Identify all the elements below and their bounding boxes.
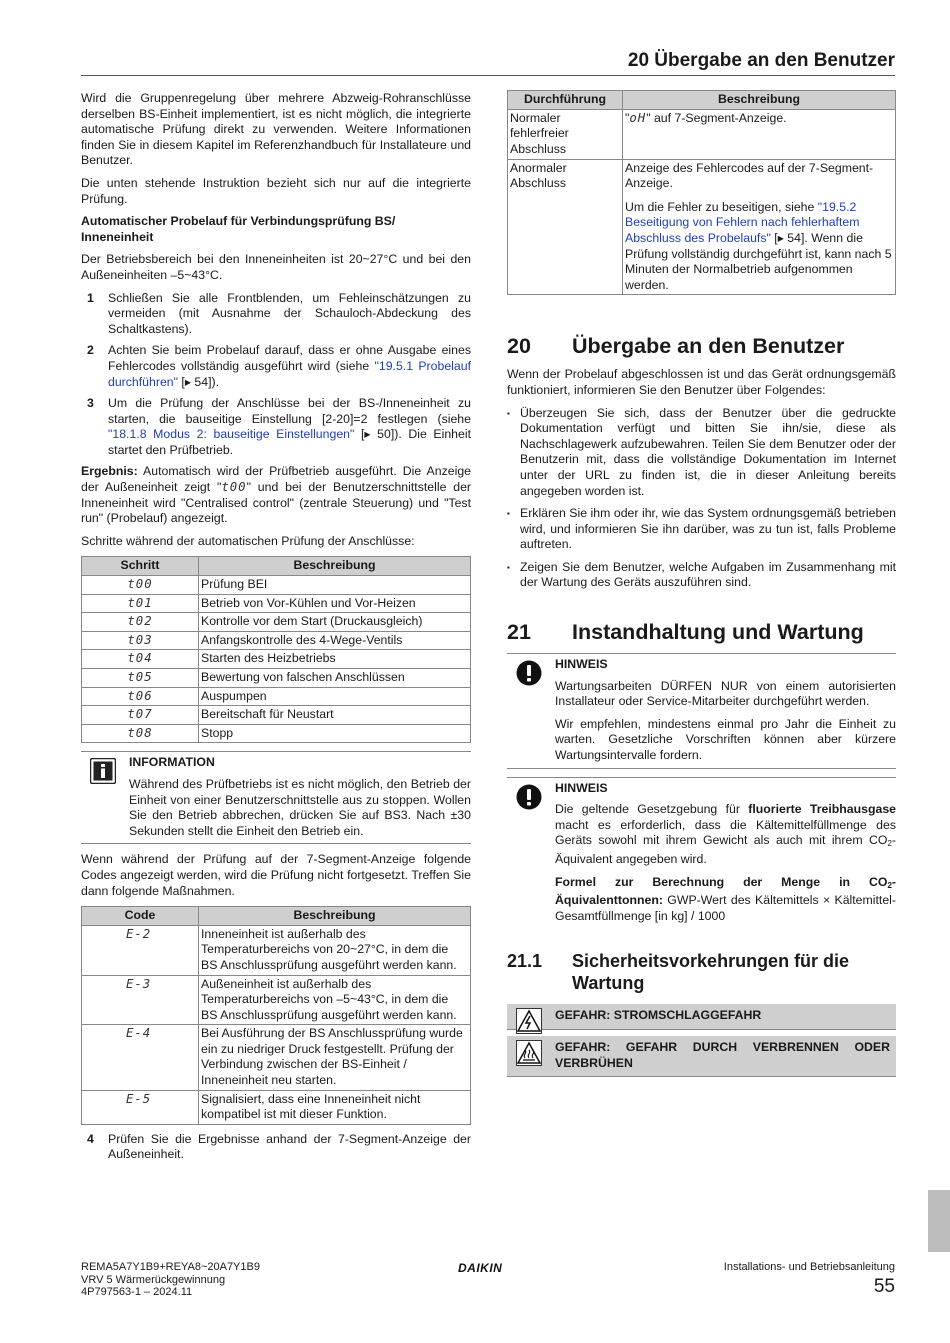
notice-text-2: Wir empfehlen, mindestens einmal pro Jahr die Einheit zu warten. Gesetzliche Vorschriften können aber kürzere Wartungsintervalle fordern. — [555, 716, 896, 763]
error-code: E-3 — [82, 975, 199, 1025]
steps-intro: Schritte während der automatischen Prüfung der Anschlüsse: — [81, 533, 415, 548]
intro-paragraph-1: Wird die Gruppenregelung über mehrere Abzweig-Rohranschlüsse derselben BS-Einheit implementiert, ist es nicht möglich, die integrierte automatische Prüfung direkt zu verwenden. Weitere Informationen finden Sie in diesem Kapitel im Referenzhandbuch für Installateure und Benutzer. — [81, 91, 471, 168]
notice-fgas-bold: fluorierte Treibhausgase — [748, 802, 896, 817]
result-desc-abnormal-p2-text: Um die Fehler zu beseitigen, siehe — [625, 199, 818, 214]
footer-left — [81, 1261, 260, 1299]
segment-code-ok: oH — [629, 110, 647, 125]
information-text: Während des Prüfbetriebs ist es nicht möglich, den Betrieb der Einheit von einer Benutzerschnittstelle aus zu stoppen. Wollen Sie den Betrieb abbrechen, drücken Sie auf BS3. Nach ±30 Sekunden stellt die Einheit den Betrieb ein. — [129, 776, 471, 838]
step-list-continued — [81, 1132, 471, 1163]
step-desc: Anfangskontrolle des 4-Wege-Ventils — [199, 631, 471, 650]
page-number: 55 — [873, 1276, 895, 1297]
subscript-2: 2 — [887, 880, 892, 890]
step-desc: Betrieb von Vor-Kühlen und Vor-Heizen — [199, 594, 471, 613]
step-code: t08 — [82, 724, 199, 743]
step-code: t00 — [82, 576, 199, 595]
codes-intro: Wenn während der Prüfung auf der 7-Segment-Anzeige folgende Codes angezeigt werden, wird die Prüfung nicht fortgesetzt. Treffen Sie dann folgende Maßnahmen. — [81, 852, 471, 898]
link-beseitigung-fehler[interactable]: "19.5.2 Beseitigung von Fehlern nach fehlerhaftem Abschluss des Probelaufs" — [625, 199, 860, 245]
right-column — [507, 90, 896, 1083]
result-desc-abnormal — [623, 159, 896, 295]
formula-label: Formel zur Berechnung der Menge in CO — [555, 874, 888, 889]
step-text: Um die Prüfung der Anschlüsse bei der BS-/Inneneinheit zu starten, die bauseitige Einstellung [2-20]=2 festlegen (siehe — [108, 396, 471, 426]
footer-docnum: 4P797563-1 – 2024.11 — [81, 1286, 193, 1298]
code-table-header-code: Code — [82, 907, 199, 926]
table-row — [508, 159, 896, 295]
result-paragraph — [81, 464, 471, 526]
segment-code-inline: t00 — [221, 480, 247, 495]
table-row — [82, 669, 471, 688]
step-code: t02 — [82, 613, 199, 632]
result-text-1: Automatisch wird der Prüfbetrieb ausgeführt. Die Anzeige der Außeneinheit zeigt " — [81, 464, 471, 495]
footer-product: VRV 5 Wärmerückgewinnung — [81, 1273, 226, 1286]
subscript-2: 2 — [887, 839, 892, 849]
table-row — [82, 631, 471, 650]
step-text: Prüfen Sie die Ergebnisse anhand der 7-Segment-Anzeige der Außeneinheit. — [108, 1131, 471, 1162]
danger-box-electric — [507, 1004, 896, 1030]
step-table-header-schritt: Schritt — [82, 557, 199, 576]
result-desc-abnormal-p2-after: [▸ 54]. Wenn die Prüfung vollständig durchgeführt ist, kann nach 5 Minuten der Normalbetrieb aufgenommen werden. — [625, 230, 892, 292]
notice-box-2 — [507, 777, 896, 929]
list-item: ▪ Überzeugen Sie sich, dass der Benutzer über die gedruckte Dokumentation verfügt und bitten Sie ihn/sie, diese als Nachschlagewerk aufzubewahren. Teilen Sie dem Benutzer oder der Benutzerin mit, dass die vollständige Dokumentation im Internet unter der URL zu finden ist, die in dieser Anleitung bereits angegeben worden ist. — [507, 406, 896, 500]
table-row — [82, 975, 471, 1025]
table-row — [82, 706, 471, 725]
daikin-logo: DAIKIN — [458, 1261, 503, 1275]
step-desc: Bereitschaft für Neustart — [199, 706, 471, 725]
footer-manual-title: Installations- und Betriebsanleitung — [723, 1261, 895, 1273]
formula-label-2: -Äquivalenttonnen: — [555, 874, 896, 908]
section-title: Instandhaltung und Wartung — [572, 620, 864, 645]
step-desc: Stopp — [199, 724, 471, 743]
section-number: 21.1 — [507, 951, 543, 972]
operating-range-text: Der Betriebsbereich bei den Inneneinheiten ist 20~27°C und bei den Außeneinheiten –5~43°C. — [81, 252, 471, 282]
result-desc-normal-text: " auf 7-Segment-Anzeige. — [646, 110, 787, 125]
step-code: t07 — [82, 706, 199, 725]
intro-paragraph-2: Die unten stehende Instruktion bezieht sich nur auf die integrierte Prüfung. — [81, 175, 471, 206]
table-row — [82, 613, 471, 632]
section-20-intro: Wenn der Probelauf abgeschlossen ist und das Gerät ordnungsgemäß funktioniert, informieren Sie den Benutzer über Folgendes: — [507, 367, 896, 397]
result-desc-normal: "oH" auf 7-Segment-Anzeige. — [623, 109, 896, 159]
step-desc: Prüfung BEI — [199, 576, 471, 595]
notice-text-1: Wartungsarbeiten DÜRFEN NUR von einem autorisierten Installateur oder Service-Mitarbeiter durchgeführt werden. — [555, 678, 896, 709]
step-desc: Auspumpen — [199, 687, 471, 706]
step-number: 3 — [87, 396, 94, 411]
step-number: 2 — [87, 343, 94, 358]
result-table — [507, 90, 896, 295]
notice-title: HINWEIS — [555, 780, 608, 795]
section-21-heading — [507, 619, 896, 645]
step-table-header-beschreibung: Beschreibung — [199, 557, 471, 576]
page-header-title: 20 Übergabe an den Benutzer — [627, 50, 895, 71]
section-number: 21 — [507, 620, 531, 645]
table-row — [82, 687, 471, 706]
step-number: 1 — [87, 290, 94, 305]
step-code: t05 — [82, 669, 199, 688]
information-title: INFORMATION — [129, 755, 215, 770]
error-desc: Außeneinheit ist außerhalb des Temperaturbereichs von –5~43°C, in dem die BS Anschlussprüfung ausgeführt werden kann. — [199, 975, 471, 1025]
step-list — [81, 291, 471, 459]
side-tab-marker — [928, 1190, 950, 1252]
step-text: Schließen Sie alle Frontblenden, um Fehleinschätzungen zu vermeiden (mit Ausnahme der Schauloch-Abdeckung des Schaltkastens). — [108, 290, 471, 336]
notice-fgas-text-1: Die geltende Gesetzgebung für — [555, 802, 749, 817]
danger-text: GEFAHR: GEFAHR DURCH VERBRENNEN ODER VERBRÜHEN — [555, 1039, 890, 1070]
step-code: t04 — [82, 650, 199, 669]
subheading-probelauf: Automatischer Probelauf für Verbindungsprüfung BS/ Inneneinheit — [81, 214, 396, 244]
table-row — [82, 724, 471, 743]
table-row — [82, 594, 471, 613]
hot-surface-warning-icon — [516, 1040, 542, 1066]
step-item-4 — [81, 1132, 471, 1163]
section-20-heading — [507, 333, 896, 359]
danger-text: GEFAHR: STROMSCHLAGGEFAHR — [555, 1008, 762, 1023]
formula-body: GWP-Wert des Kältemittels × Kältemittel-Gesamtfüllmenge [in kg] / 1000 — [555, 893, 896, 923]
section-title: Sicherheitsvorkehrungen für die Wartung — [572, 951, 850, 994]
link-bauseitige-einstellungen[interactable]: "18.1.8 Modus 2: bauseitige Einstellungen" — [108, 427, 355, 442]
step-desc: Kontrolle vor dem Start (Druckausgleich) — [199, 613, 471, 632]
notice-fgas-text — [555, 802, 896, 867]
error-code: E-5 — [82, 1090, 199, 1124]
table-row — [82, 650, 471, 669]
step-text-after: [▸ 54]). — [178, 374, 220, 389]
code-table-header-beschreibung: Beschreibung — [199, 907, 471, 926]
step-code: t06 — [82, 687, 199, 706]
link-probelauf-durchfuehren[interactable]: "19.5.1 Probelauf durchführen" — [108, 358, 471, 389]
step-table — [81, 556, 471, 743]
step-item-2 — [81, 343, 471, 390]
left-column — [81, 91, 471, 1169]
warning-exclamation-icon — [516, 660, 542, 686]
information-box — [81, 751, 471, 844]
section-number: 20 — [507, 334, 531, 359]
formula-text — [555, 875, 896, 925]
result-desc-abnormal-p2 — [625, 200, 893, 294]
electric-shock-warning-icon — [516, 1008, 542, 1034]
warning-exclamation-icon — [516, 784, 542, 810]
section-21-1-heading — [507, 950, 896, 994]
section-20-bullets — [507, 406, 896, 592]
section-title: Übergabe an den Benutzer — [572, 334, 845, 359]
result-label-normal: Normaler fehlerfreier Abschluss — [508, 109, 623, 159]
list-item: ▪ Zeigen Sie dem Benutzer, welche Aufgaben im Zusammenhang mit der Wartung des Geräts auszuführen sind. — [507, 560, 896, 591]
table-row — [82, 576, 471, 595]
information-icon — [90, 758, 116, 784]
notice-fgas-text-3: -Äquivalent angegeben wird. — [555, 833, 896, 866]
step-item-1 — [81, 291, 471, 338]
step-text-after: [▸ 50]). Die Einheit startet den Prüfbetrieb. — [108, 427, 471, 457]
error-desc: Signalisiert, dass eine Inneneinheit nicht kompatibel ist mit dieser Funktion. — [199, 1090, 471, 1124]
result-label-abnormal: Anormaler Abschluss — [508, 159, 623, 295]
table-row — [82, 1090, 471, 1124]
notice-title: HINWEIS — [555, 657, 608, 672]
error-code: E-4 — [82, 1025, 199, 1090]
step-desc: Bewertung von falschen Anschlüssen — [199, 669, 471, 688]
list-item: ▪ Erklären Sie ihm oder ihr, wie das System ordnungsgemäß betrieben wird, und informieren Sie ihn darüber, was zu tun ist, falls Probleme auftreten. — [507, 506, 896, 553]
step-text: Achten Sie beim Probelauf darauf, dass er ohne Ausgabe eines Fehlercodes vollständig ausgeführt wird (siehe — [108, 343, 471, 373]
notice-fgas-text-2: macht es erforderlich, dass die Kältemittelfüllmenge des Geräts sowohl mit ihrem Gewicht als auch mit ihrem CO — [555, 817, 896, 848]
error-code-table — [81, 906, 471, 1125]
error-desc: Bei Ausführung der BS Anschlussprüfung wurde ein zu niedriger Druck festgestellt. Prüfung der Verbindung zwischen der BS-Einheit / Inneneinheit neu starten. — [199, 1025, 471, 1090]
error-desc: Inneneinheit ist außerhalb des Temperaturbereichs von 20~27°C, in dem die BS Anschlussprüfung ausgeführt werden kann. — [199, 925, 471, 975]
step-desc: Starten des Heizbetriebs — [199, 650, 471, 669]
header-rule — [81, 75, 895, 76]
result-table-header-beschreibung: Beschreibung — [623, 91, 896, 110]
result-text-2: " und bei der Benutzerschnittstelle der Inneneinheit wird "Centralised control" (zentrale Steuerung) und "Test run" (Probelauf) angezeigt. — [81, 480, 471, 526]
notice-box-1 — [507, 653, 896, 769]
danger-box-burn — [507, 1036, 896, 1077]
step-item-3 — [81, 396, 471, 458]
step-code: t03 — [82, 631, 199, 650]
result-table-header-durchfuehrung: Durchführung — [508, 91, 623, 110]
step-code: t01 — [82, 594, 199, 613]
error-code: E-2 — [82, 925, 199, 975]
table-row — [82, 925, 471, 975]
table-row — [508, 109, 896, 159]
result-desc-abnormal-p1: Anzeige des Fehlercodes auf der 7-Segment-Anzeige. — [625, 160, 874, 191]
table-row — [82, 1025, 471, 1090]
result-label: Ergebnis: — [81, 464, 138, 479]
step-number: 4 — [87, 1131, 94, 1146]
footer-model: REMA5A7Y1B9+REYA8~20A7Y1B9 — [81, 1261, 260, 1273]
